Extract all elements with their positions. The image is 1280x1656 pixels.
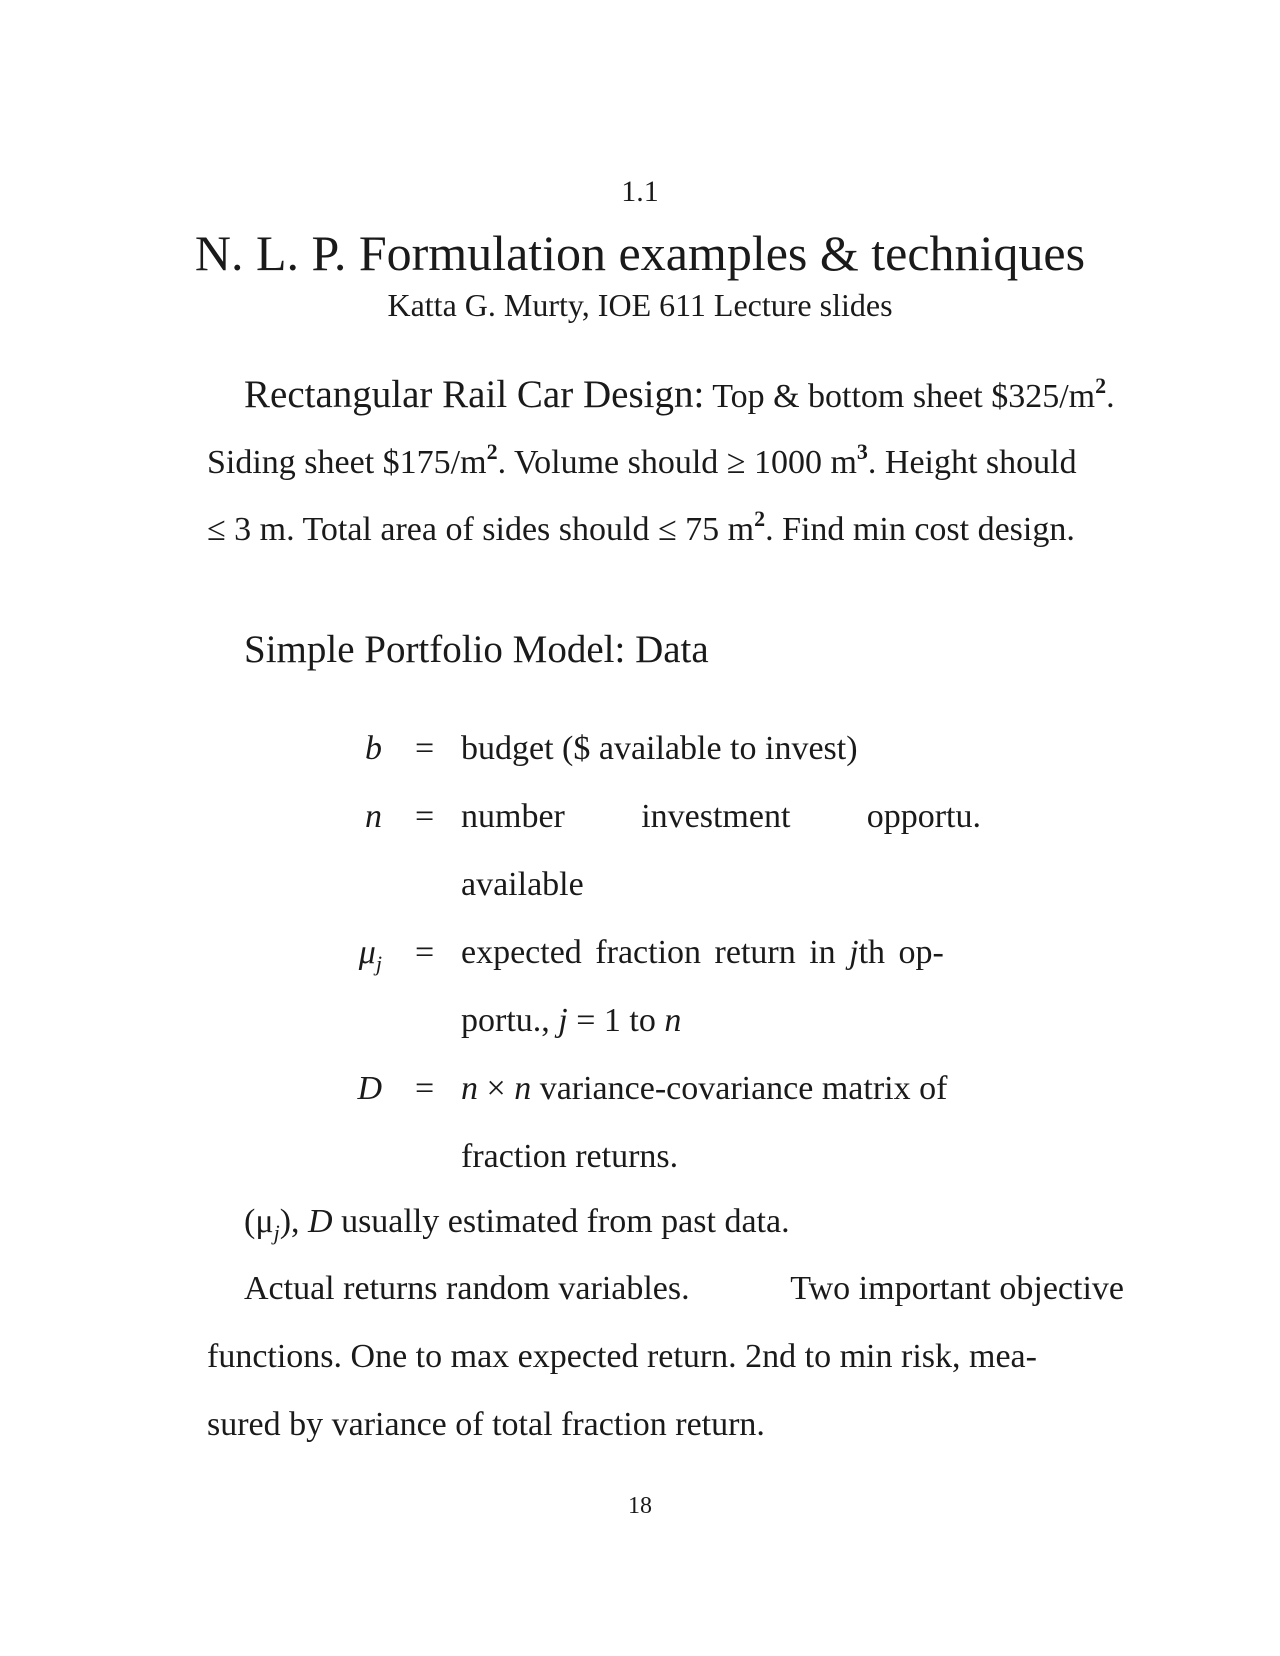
word: investment: [641, 798, 791, 835]
text: (μ: [244, 1203, 274, 1240]
definition-mu-continued: [461, 1002, 681, 1040]
definition-b: budget ($ available to invest): [461, 730, 858, 767]
period: .: [1106, 378, 1115, 415]
mu-symbol: μ: [358, 934, 376, 971]
subscript: j: [375, 951, 382, 976]
rail-car-line-3: [207, 506, 1075, 548]
variable-n: n: [461, 1070, 478, 1107]
word: opportu.: [866, 798, 981, 835]
rail-car-line-2: [207, 439, 1077, 481]
variable-n: n: [514, 1070, 532, 1107]
author-line: Katta G. Murty, IOE 611 Lecture slides: [387, 287, 893, 323]
exponent: 2: [486, 439, 498, 464]
exponent: 2: [1095, 373, 1107, 398]
symbol-mu-j: [322, 934, 382, 976]
subscript: j: [273, 1220, 280, 1245]
siding-cost: Siding sheet $175/m: [207, 444, 487, 481]
equals-sign: =: [415, 730, 435, 767]
estimate-sentence: [244, 1203, 790, 1245]
text: ),: [279, 1203, 309, 1240]
equals-sign: =: [415, 1070, 435, 1107]
page-number: 18: [628, 1493, 652, 1519]
definition-n: [461, 798, 981, 836]
definition-n-continued: available: [461, 866, 584, 903]
rail-car-line-1: [244, 375, 1115, 414]
text: th op-: [858, 934, 944, 971]
definition-D-continued: fraction returns.: [461, 1138, 679, 1175]
definition-mu: [461, 934, 944, 972]
text: Actual returns random variables.: [244, 1270, 690, 1307]
exponent: 2: [754, 506, 766, 531]
variable-D: D: [308, 1203, 333, 1240]
objective-statement: . Find min cost design.: [765, 511, 1075, 548]
symbol-b: b: [365, 730, 382, 767]
variable-j: j: [849, 934, 859, 971]
variable-j: j: [558, 1002, 568, 1039]
variable-n: n: [664, 1002, 682, 1039]
section-number: 1.1: [621, 175, 659, 208]
text: variance-covariance matrix of: [531, 1070, 948, 1107]
portfolio-heading: Simple Portfolio Model: Data: [244, 628, 709, 671]
text: Two important objective: [790, 1270, 1124, 1307]
rail-car-top-bottom-cost: Top & bottom sheet $325/m: [712, 378, 1096, 415]
equals-sign: =: [415, 934, 435, 971]
text: usually estimated from past data.: [332, 1203, 790, 1240]
exponent: 3: [856, 439, 868, 464]
paragraph-line-1: [244, 1272, 1124, 1306]
side-area-constraint: ≤ 3 m. Total area of sides should ≤ 75 m: [207, 511, 755, 548]
paragraph-line-2: functions. One to max expected return. 2nd to min risk, mea-: [207, 1338, 1037, 1375]
word: number: [461, 798, 565, 835]
text: portu.,: [461, 1002, 559, 1039]
paragraph-line-3: sured by variance of total fraction return.: [207, 1406, 765, 1443]
symbol-n: n: [365, 798, 382, 835]
text: expected fraction return in: [461, 934, 850, 971]
symbol-D: D: [357, 1070, 382, 1107]
definition-D: [461, 1070, 947, 1108]
rail-car-heading: Rectangular Rail Car Design:: [244, 373, 705, 416]
times-sign: ×: [478, 1070, 515, 1107]
height-constraint: . Height should: [867, 444, 1077, 481]
volume-constraint: . Volume should ≥ 1000 m: [497, 444, 857, 481]
text: = 1 to: [567, 1002, 665, 1039]
page-title: N. L. P. Formulation examples & techniques: [194, 225, 1086, 281]
equals-sign: =: [415, 798, 435, 835]
